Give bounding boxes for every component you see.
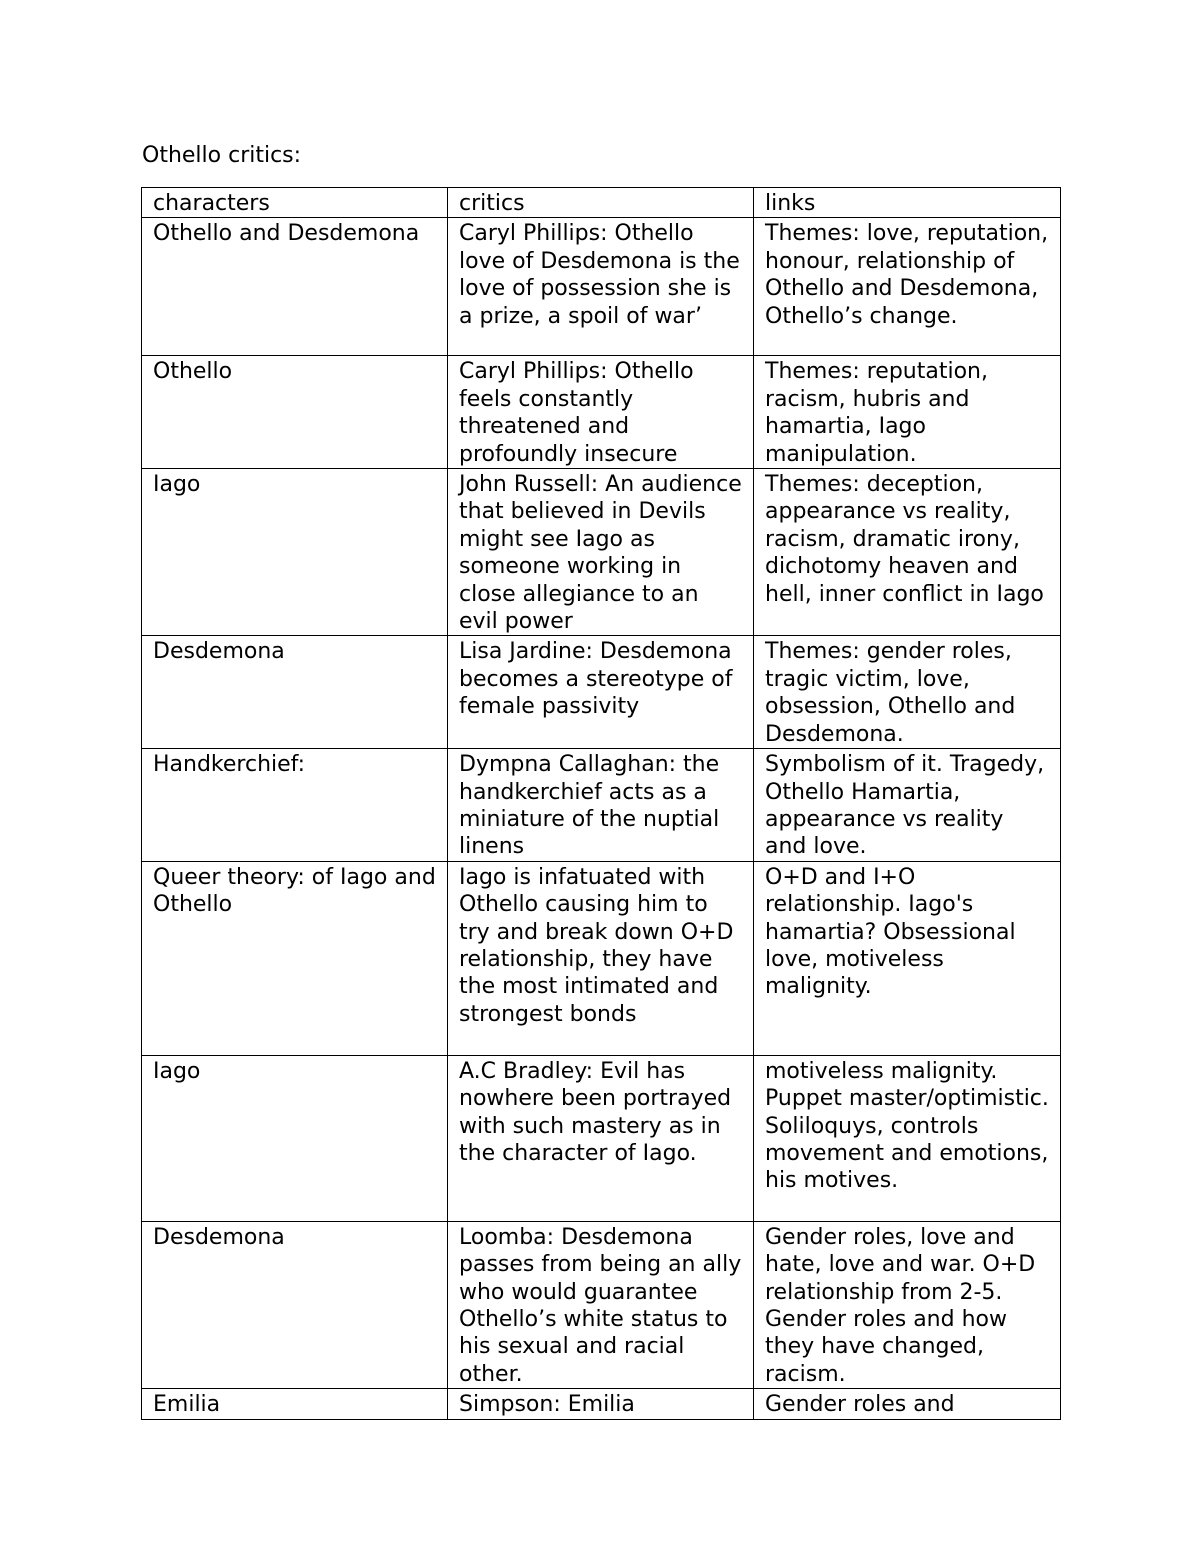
header-links: links bbox=[754, 188, 1061, 218]
cell-critic: Caryl Phillips: Othello feels constantly threatened and profoundly insecure bbox=[448, 356, 754, 469]
cell-critic: Iago is infatuated with Othello causing him to try and break down O+D relationship, they have the most intimated and strongest bonds bbox=[448, 861, 754, 1055]
cell-links: Gender roles and bbox=[754, 1389, 1061, 1419]
cell-links: Symbolism of it. Tragedy, Othello Hamartia, appearance vs reality and love. bbox=[754, 749, 1061, 862]
cell-links: O+D and I+O relationship. Iago's hamartia? Obsessional love, motiveless malignity. bbox=[754, 861, 1061, 1055]
table-row bbox=[142, 749, 1061, 862]
cell-links: Themes: deception, appearance vs reality, racism, dramatic irony, dichotomy heaven and hell, inner conflict in Iago bbox=[754, 469, 1061, 636]
cell-character: Handkerchief: bbox=[142, 749, 448, 862]
table-row bbox=[142, 356, 1061, 469]
table-row bbox=[142, 636, 1061, 749]
table-row bbox=[142, 469, 1061, 636]
cell-character: Desdemona bbox=[142, 636, 448, 749]
header-characters: characters bbox=[142, 188, 448, 218]
cell-character: Emilia bbox=[142, 1389, 448, 1419]
cell-character: Iago bbox=[142, 1055, 448, 1221]
cell-links: Gender roles, love and hate, love and war. O+D relationship from 2-5. Gender roles and how they have changed, racism. bbox=[754, 1221, 1061, 1388]
cell-critic: Loomba: Desdemona passes from being an ally who would guarantee Othello’s white status to his sexual and racial other. bbox=[448, 1221, 754, 1388]
table-row bbox=[142, 1389, 1061, 1419]
table-row bbox=[142, 1055, 1061, 1221]
cell-links: Themes: gender roles, tragic victim, love, obsession, Othello and Desdemona. bbox=[754, 636, 1061, 749]
table-row bbox=[142, 1221, 1061, 1388]
cell-critic: John Russell: An audience that believed in Devils might see Iago as someone working in close allegiance to an evil power bbox=[448, 469, 754, 636]
cell-critic: Caryl Phillips: Othello love of Desdemona is the love of possession she is a prize, a spoil of war’ bbox=[448, 218, 754, 356]
cell-character: Othello and Desdemona bbox=[142, 218, 448, 356]
header-critics: critics bbox=[448, 188, 754, 218]
critics-table bbox=[141, 187, 1061, 1420]
cell-character: Queer theory: of Iago and Othello bbox=[142, 861, 448, 1055]
cell-critic: Lisa Jardine: Desdemona becomes a stereotype of female passivity bbox=[448, 636, 754, 749]
document-title: Othello critics: bbox=[142, 143, 302, 168]
cell-character: Othello bbox=[142, 356, 448, 469]
cell-critic: Dympna Callaghan: the handkerchief acts as a miniature of the nuptial linens bbox=[448, 749, 754, 862]
cell-links: Themes: reputation, racism, hubris and hamartia, Iago manipulation. bbox=[754, 356, 1061, 469]
cell-links: Themes: love, reputation, honour, relationship of Othello and Desdemona, Othello’s change. bbox=[754, 218, 1061, 356]
table-header-row bbox=[142, 188, 1061, 218]
table-row bbox=[142, 218, 1061, 356]
cell-critic: A.C Bradley: Evil has nowhere been portrayed with such mastery as in the character of Iago. bbox=[448, 1055, 754, 1221]
cell-character: Desdemona bbox=[142, 1221, 448, 1388]
table-row bbox=[142, 861, 1061, 1055]
cell-links: motiveless malignity. Puppet master/optimistic. Soliloquys, controls movement and emotions, his motives. bbox=[754, 1055, 1061, 1221]
cell-character: Iago bbox=[142, 469, 448, 636]
cell-critic: Simpson: Emilia bbox=[448, 1389, 754, 1419]
